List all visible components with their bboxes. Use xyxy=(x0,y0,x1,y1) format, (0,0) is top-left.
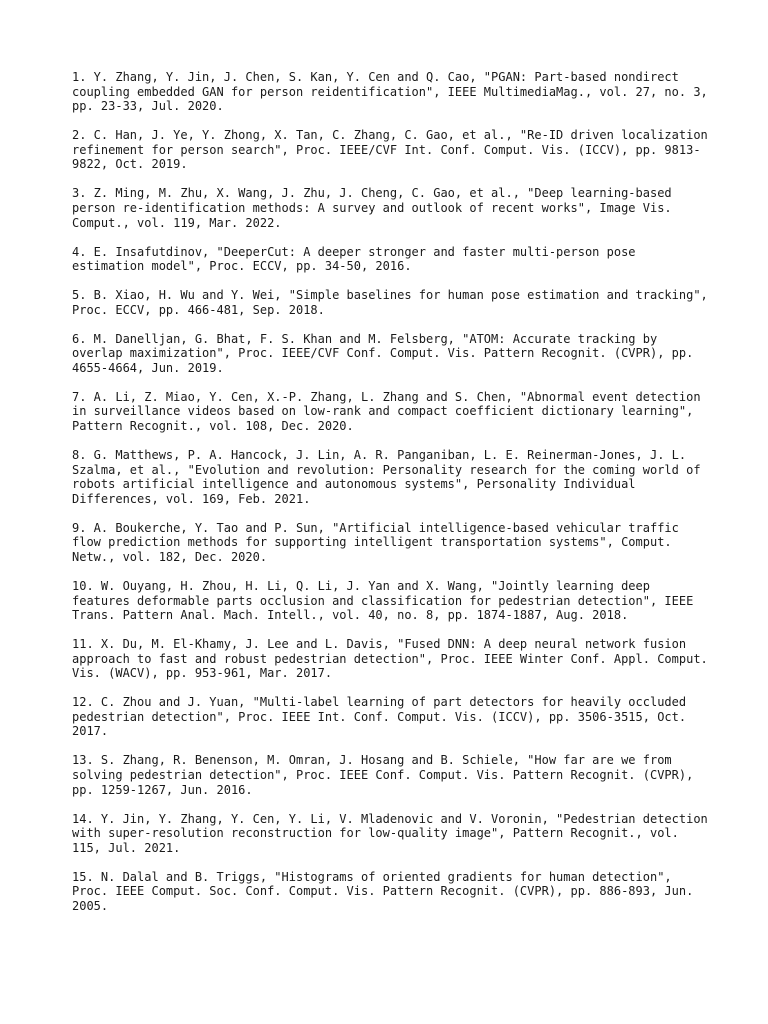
reference-2: 2. C. Han, J. Ye, Y. Zhong, X. Tan, C. Zhang, C. Gao, et al., "Re-ID driven localization refinement for person search", Proc. IEEE/CVF Int. Conf. Comput. Vis. (ICCV), pp. 9813-9822, Oct. 2019. xyxy=(72,128,708,172)
reference-3: 3. Z. Ming, M. Zhu, X. Wang, J. Zhu, J. Cheng, C. Gao, et al., "Deep learning-based person re-identification methods: A survey and outlook of recent works", Image Vis. Comput., vol. 119, Mar. 2022. xyxy=(72,186,672,230)
reference-13: 13. S. Zhang, R. Benenson, M. Omran, J. Hosang and B. Schiele, "How far are we from solving pedestrian detection", Proc. IEEE Conf. Comput. Vis. Pattern Recognit. (CVPR), pp. 1259-1267, Jun. 2016. xyxy=(72,753,694,797)
reference-5: 5. B. Xiao, H. Wu and Y. Wei, "Simple baselines for human pose estimation and tracking", Proc. ECCV, pp. 466-481, Sep. 2018. xyxy=(72,288,708,317)
reference-1: 1. Y. Zhang, Y. Jin, J. Chen, S. Kan, Y. Cen and Q. Cao, "PGAN: Part-based nondirect coupling embedded GAN for person reidentification", IEEE MultimediaMag., vol. 27, no. 3, pp. 23-33, Jul. 2020. xyxy=(72,70,708,114)
reference-4: 4. E. Insafutdinov, "DeeperCut: A deeper stronger and faster multi-person pose estimation model", Proc. ECCV, pp. 34-50, 2016. xyxy=(72,244,636,274)
reference-9: 9. A. Boukerche, Y. Tao and P. Sun, "Artificial intelligence-based vehicular traffic flow prediction methods for supporting intelligent transportation systems", Comput. Netw., vol. 182, Dec. 2020. xyxy=(72,520,679,564)
reference-list xyxy=(72,70,712,928)
reference-6: 6. M. Danelljan, G. Bhat, F. S. Khan and M. Felsberg, "ATOM: Accurate tracking by overlap maximization", Proc. IEEE/CVF Conf. Comput. Vis. Pattern Recognit. (CVPR), pp. 4655-4664, Jun. 2019. xyxy=(72,331,694,375)
reference-11: 11. X. Du, M. El-Khamy, J. Lee and L. Davis, "Fused DNN: A deep neural network fusion approach to fast and robust pedestrian detection", Proc. IEEE Winter Conf. Appl. Comput. Vis. (WACV), pp. 953-961, Mar. 2017. xyxy=(72,637,708,681)
reference-14: 14. Y. Jin, Y. Zhang, Y. Cen, Y. Li, V. Mladenovic and V. Voronin, "Pedestrian detection with super-resolution reconstruction for low-quality image", Pattern Recognit., vol. 115, Jul. 2021. xyxy=(72,811,708,855)
reference-7: 7. A. Li, Z. Miao, Y. Cen, X.-P. Zhang, L. Zhang and S. Chen, "Abnormal event detection in surveillance videos based on low-rank and compact coefficient dictionary learning", Pattern Recognit., vol. 108, Dec. 2020. xyxy=(72,389,701,434)
reference-15: 15. N. Dalal and B. Triggs, "Histograms of oriented gradients for human detection", Proc. IEEE Comput. Soc. Conf. Comput. Vis. Pattern Recognit. (CVPR), pp. 886-893, Jun. 2005. xyxy=(72,869,694,913)
reference-8: 8. G. Matthews, P. A. Hancock, J. Lin, A. R. Panganiban, L. E. Reinerman-Jones, J. L. Szalma, et al., "Evolution and revolution: Personality research for the coming world of robots artificial intelligence and autonomous systems", Personality Individual Differences, vol. 169, Feb. 2021. xyxy=(72,448,701,506)
reference-10: 10. W. Ouyang, H. Zhou, H. Li, Q. Li, J. Yan and X. Wang, "Jointly learning deep features deformable parts occlusion and classification for pedestrian detection", IEEE Trans. Pattern Anal. Mach. Intell., vol. 40, no. 8, pp. 1874-1887, Aug. 2018. xyxy=(72,578,694,623)
reference-12: 12. C. Zhou and J. Yuan, "Multi-label learning of part detectors for heavily occluded pedestrian detection", Proc. IEEE Int. Conf. Comput. Vis. (ICCV), pp. 3506-3515, Oct. 2017. xyxy=(72,695,687,739)
